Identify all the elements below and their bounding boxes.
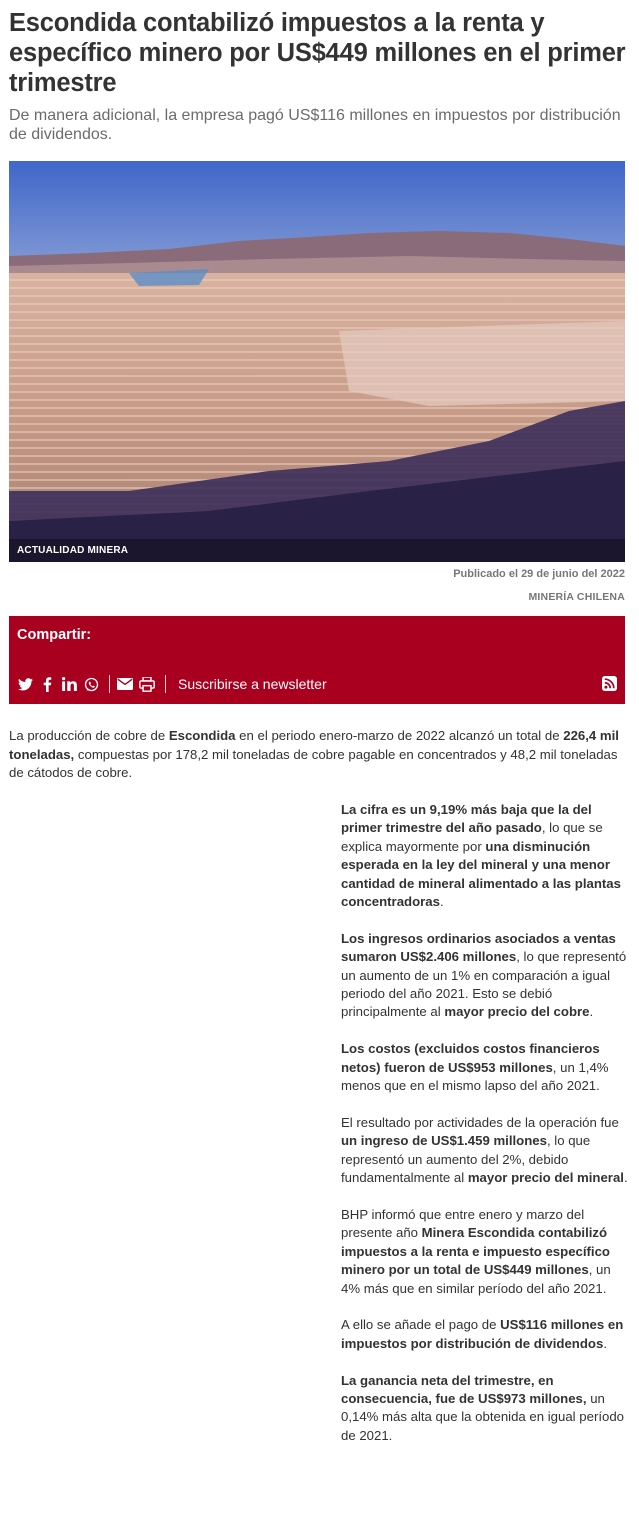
whatsapp-icon[interactable] [83,676,99,692]
article-photo [9,161,625,562]
print-icon[interactable] [139,676,155,692]
article-title: Escondida contabilizó impuestos a la renta y específico minero por US$449 millones en el primer trimestre [9,9,626,97]
separator [165,675,166,693]
article-body-column [341,801,629,1464]
paragraph-costos: Los costos (excluidos costos financieros netos) fueron de US$953 millones, un 1,4% menos que en el mismo lapso del año 2021. [341,1041,609,1094]
email-icon[interactable] [117,676,133,692]
article-subtitle: De manera adicional, la empresa pagó US$116 millones en impuestos por distribución de dividendos. [9,107,621,143]
facebook-icon[interactable] [39,676,55,692]
paragraph-ingresos: Los ingresos ordinarios asociados a ventas sumaron US$2.406 millones, lo que representó un aumento de un 1% en comparación a igual periodo del año 2021. Esto se debió principalmente al mayor precio del cobre. [341,930,627,1020]
twitter-icon[interactable] [17,676,33,692]
share-bar [9,616,625,704]
share-title: Compartir: [17,627,92,643]
paragraph-ganancia: La ganancia neta del trimestre, en consecuencia, fue de US$973 millones, un 0,14% más alta que la obtenida en igual período de 2021. [341,1372,625,1443]
newsletter-link[interactable]: Suscribirse a newsletter [178,676,327,692]
article-lead: La producción de cobre de Escondida en el periodo enero-marzo de 2022 alcanzó un total de 226,4 mil toneladas, compuestas por 178,2 mil toneladas de cobre pagable en concentrados y 48,2 mil toneladas de cátodos de cobre. [9,728,619,780]
paragraph-impuestos: BHP informó que entre enero y marzo del presente año Minera Escondida contabilizó impuestos a la renta e impuesto específico minero por un total de US$449 millones, un 4% más que en similar período del año 2021. [341,1206,611,1296]
photo-credit: ACTUALIDAD MINERA [17,545,129,556]
separator [109,675,110,693]
mine-pit-image [9,161,625,562]
rss-icon[interactable] [602,676,617,691]
paragraph-resultado: El resultado por actividades de la operación fue un ingreso de US$1.459 millones, lo que representó un aumento del 2%, debido fundamentalmente al mayor precio del mineral. [341,1114,628,1186]
linkedin-icon[interactable] [61,676,77,692]
source-link[interactable]: MINERÍA CHILENA [528,591,625,603]
paragraph-cifra: La cifra es un 9,19% más baja que la del primer trimestre del año pasado, lo que se explica mayormente por una disminución esperada en la ley del mineral y una menor cantidad de mineral alimentado a las plantas concentradoras. [341,802,621,910]
paragraph-dividendos: A ello se añade el pago de US$116 millones en impuestos por distribución de dividendos. [341,1317,624,1351]
share-icons-row [17,674,327,694]
publish-date: Publicado el 29 de junio del 2022 [453,568,625,580]
